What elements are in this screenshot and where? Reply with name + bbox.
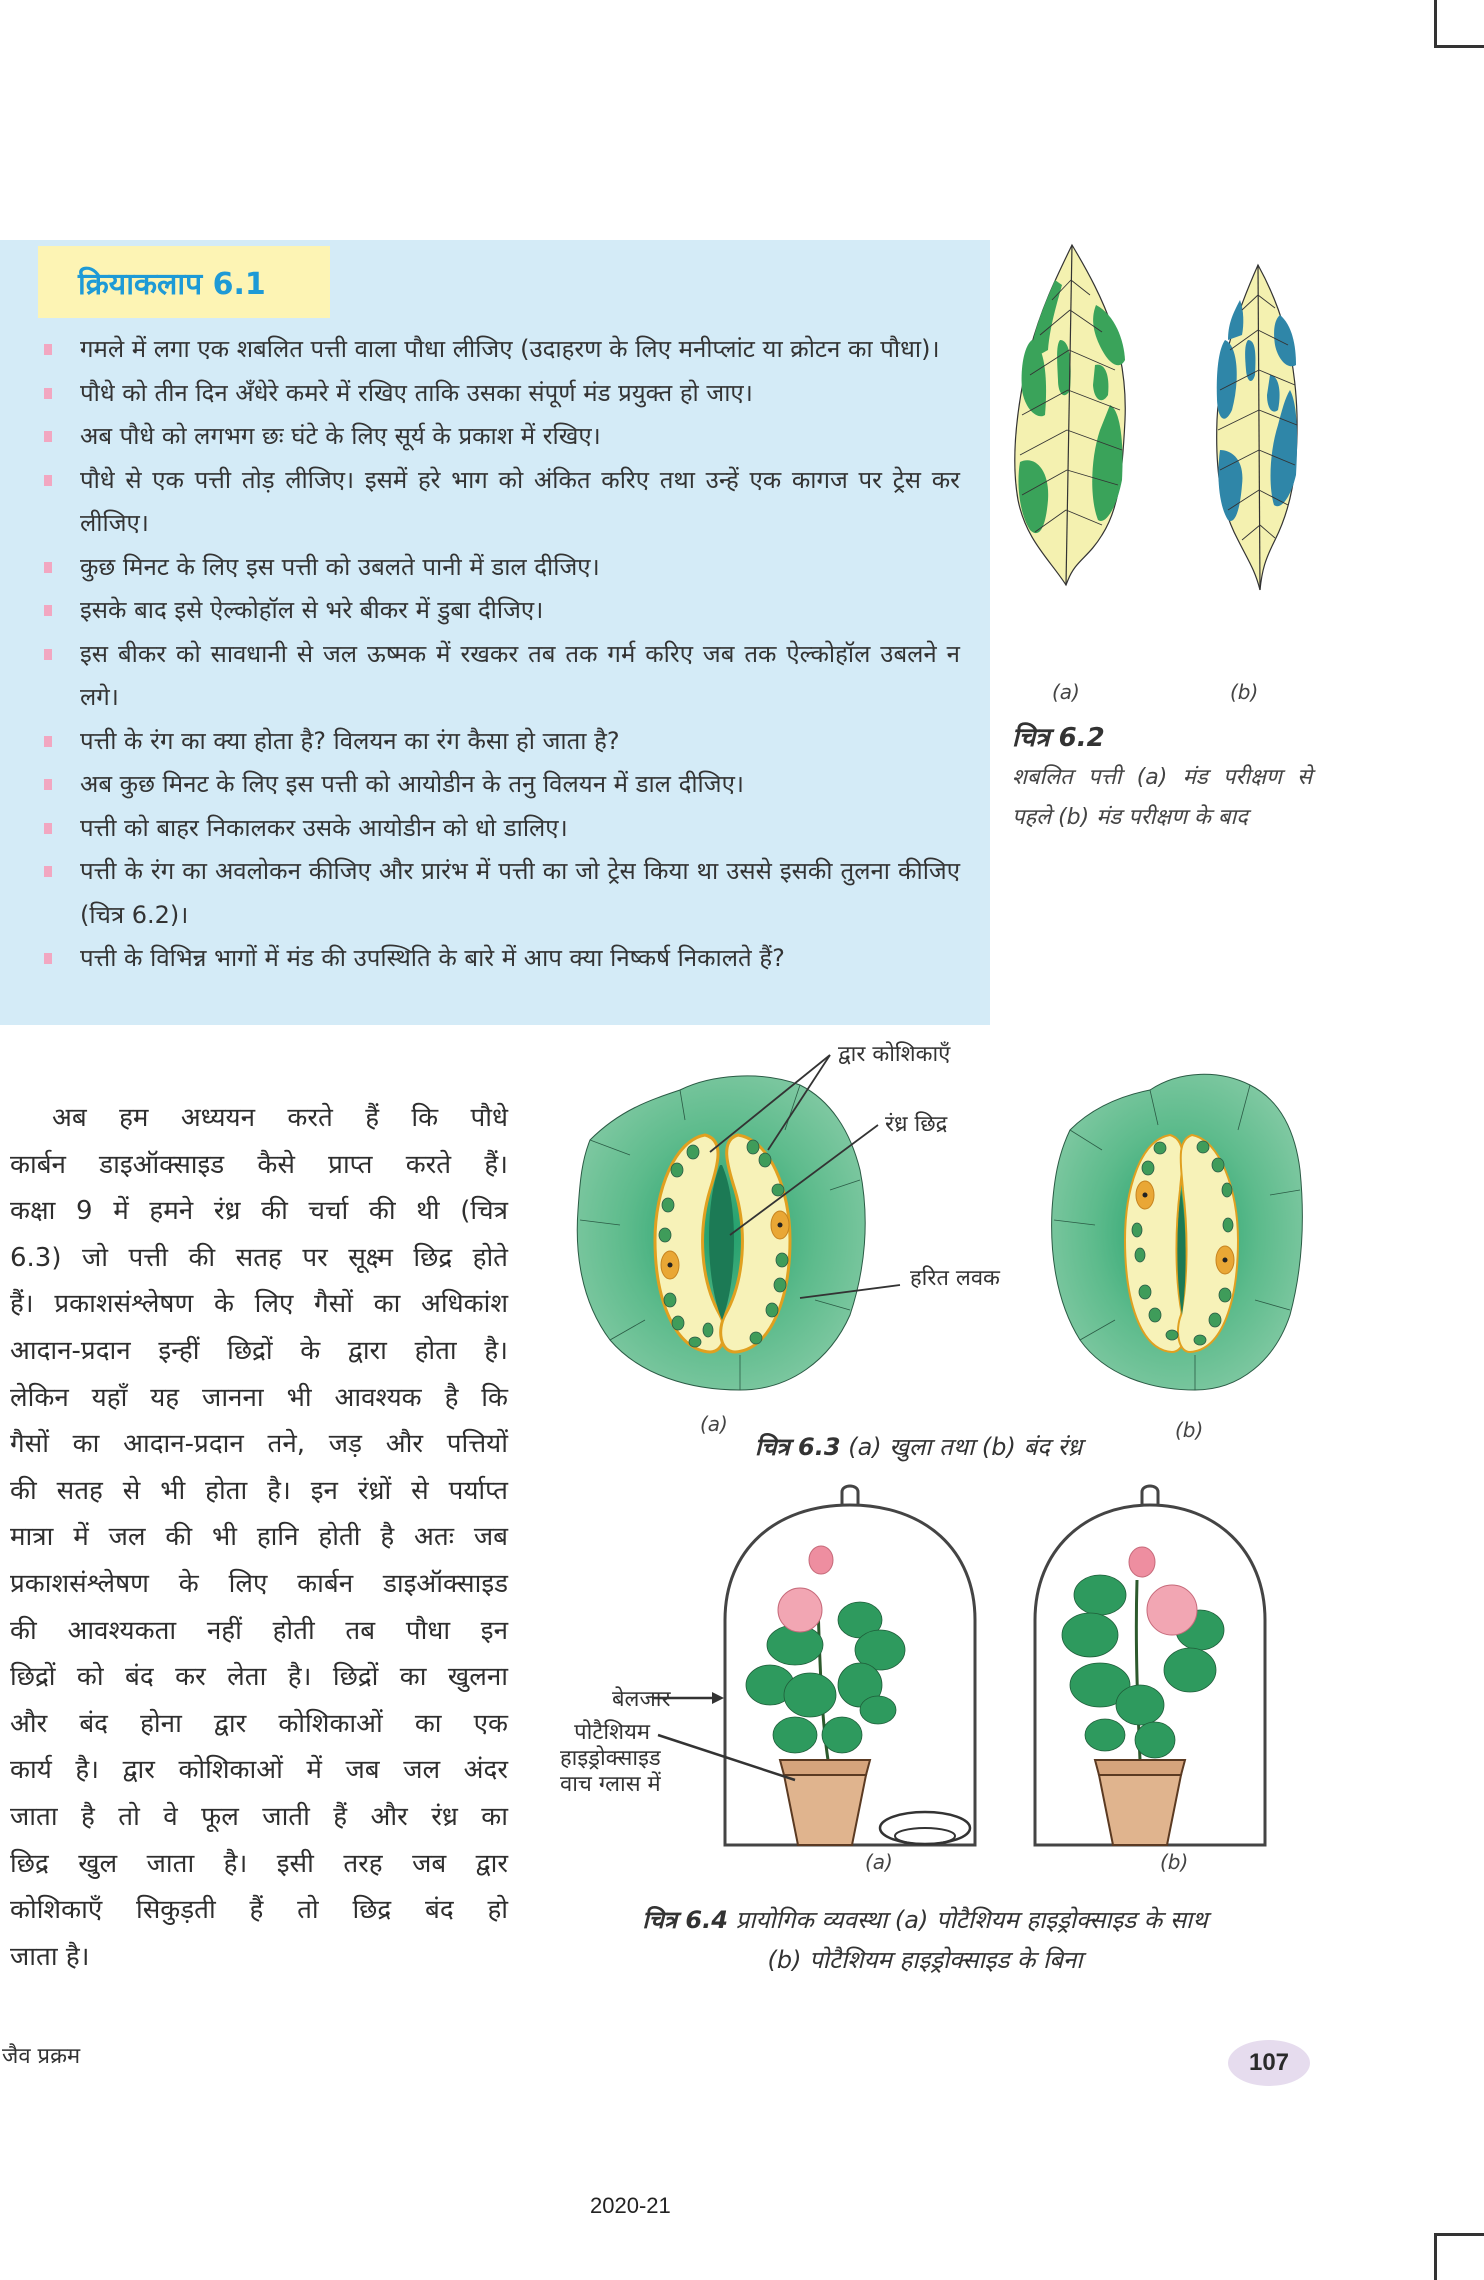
callout-bell-jar: बेलजार [612,1687,671,1712]
body-line: मात्रा में जल की भी हानि होती है अतः जब [10,1522,508,1553]
bell-jar-b-label: (b) [1160,1850,1189,1874]
callout-koh-line: हाइड्रोक्साइड [560,1746,661,1771]
body-line: की आवश्यकता नहीं होती तब पौधा इन [10,1615,508,1646]
stomata-illustration [560,1030,1320,1470]
chapter-name: जैव प्रक्रम [2,2044,81,2069]
callout-stomatal-pore: रंध्र छिद्र [885,1112,948,1137]
body-line: प्रकाशसंश्लेषण के लिए कार्बन डाइऑक्साइड [10,1568,508,1599]
activity-step: पत्ती के विभिन्न भागों में मंड की उपस्थिति के बारे में आप क्या निष्कर्ष निकालते हैं? [0,937,960,981]
activity-step: पौधे से एक पत्ती तोड़ लीजिए। इसमें हरे भाग को अंकित करिए तथा उन्हें एक कागज पर ट्रेस कर लीजिए। [0,459,960,546]
crop-mark-bottom [1434,2233,1484,2280]
activity-step: अब कुछ मिनट के लिए इस पत्ती को आयोडीन के तनु विलयन में डाल दीजिए। [0,763,960,807]
activity-step: गमले में लगा एक शबलित पत्ती वाला पौधा लीजिए (उदाहरण के लिए मनीप्लांट या क्रोटन का पौधा)। [0,328,960,372]
callout-koh [560,1720,661,1798]
bell-jar-a-label: (a) [865,1850,893,1874]
body-line: अब हम अध्ययन करते हैं कि पौधे [52,1103,508,1133]
body-line: आदान-प्रदान इन्हीं छिद्रों के द्वारा होता है। [10,1335,508,1366]
figure-6-3-caption [755,1430,1082,1463]
stoma-a-label: (a) [700,1412,728,1436]
body-line: कक्षा 9 में हमने रंध्र की चर्चा की थी (चित्र [10,1196,508,1227]
body-line: जाता है। [10,1941,90,1972]
body-line: गैसों का आदान-प्रदान तने, जड़ और पत्तियों [10,1429,508,1460]
edition-year: 2020-21 [590,2193,671,2218]
stoma-b-label: (b) [1175,1418,1204,1442]
leaf-b-icon [1217,265,1297,590]
activity-title: क्रियाकलाप 6.1 [78,266,266,302]
figure-6-4-title: चित्र 6.4 [642,1906,728,1934]
bell-jar-b-icon [1035,1486,1265,1845]
bell-jar-illustration [560,1470,1340,1890]
callout-chloroplast: हरित लवक [910,1266,1000,1291]
body-line: की सतह से भी होता है। इन रंध्रों से पर्याप्त [10,1475,508,1506]
open-stoma-icon [577,1055,900,1390]
body-line: हैं। प्रकाशसंश्लेषण के लिए गैसों का अधिकांश [10,1289,508,1320]
figure-6-2-title: चित्र 6.2 [1012,723,1105,753]
leaf-a-icon [1015,245,1125,585]
callout-guard-cells: द्वार कोशिकाएँ [838,1042,951,1067]
activity-box [0,240,990,1025]
body-line: लेकिन यहाँ यह जानना भी आवश्यक है कि [10,1382,508,1413]
activity-step: इस बीकर को सावधानी से जल ऊष्मक में रखकर तब तक गर्म करिए जब तक ऐल्कोहॉल उबलने न लगे। [0,633,960,720]
figure-6-3-title: चित्र 6.3 [755,1433,841,1461]
figure-6-3-text: (a) खुला तथा (b) बंद रंध्र [848,1433,1083,1461]
body-line: कोशिकाएँ सिकुड़ती हैं तो छिद्र बंद हो [10,1895,508,1926]
body-line: और बंद होना द्वार कोशिकाओं का एक [10,1708,508,1739]
body-line: जाता है तो वे फूल जाती हैं और रंध्र का [10,1801,508,1832]
activity-step: इसके बाद इसे ऐल्कोहॉल से भरे बीकर में डुबा दीजिए। [0,589,960,633]
body-line: 6.3) जो पत्ती की सतह पर सूक्ष्म छिद्र होते [10,1242,508,1273]
callout-koh-line: पोटैशियम [574,1720,650,1745]
figure-6-4-line2: (b) पोटैशियम हाइड्रोक्साइड के बिना [767,1946,1083,1974]
activity-step: पत्ती के रंग का क्या होता है? विलयन का रंग कैसा हो जाता है? [0,720,960,764]
activity-step: पत्ती को बाहर निकालकर उसके आयोडीन को धो डालिए। [0,807,960,851]
body-line: छिद्रों को बंद कर लेता है। छिद्रों का खुलना [10,1662,508,1693]
body-line: कार्य है। द्वार कोशिकाओं में जब जल अंदर [10,1755,508,1786]
figure-6-3 [560,1030,1320,1470]
leaf-b-label: (b) [1230,680,1259,704]
activity-steps [0,328,960,981]
figure-6-4-line1: प्रायोगिक व्यवस्था (a) पोटैशियम हाइड्रोक्साइड के साथ [735,1906,1208,1934]
activity-step: पौधे को तीन दिन अँधेरे कमरे में रखिए ताकि उसका संपूर्ण मंड प्रयुक्त हो जाए। [0,372,960,416]
callout-koh-line: वाच ग्लास में [560,1772,661,1797]
closed-stoma-icon [1052,1074,1303,1390]
figure-6-2-description: शबलित पत्ती (a) मंड परीक्षण से पहले (b) मंड परीक्षण के बाद [1012,765,1312,830]
body-paragraph [10,1095,508,1980]
body-line: छिद्र खुल जाता है। इसी तरह जब द्वार [10,1848,508,1879]
figure-6-4 [560,1470,1340,1890]
page-number-badge: 107 [1228,2040,1310,2086]
activity-step: अब पौधे को लगभग छः घंटे के लिए सूर्य के प्रकाश में रखिए। [0,415,960,459]
activity-step: कुछ मिनट के लिए इस पत्ती को उबलते पानी में डाल दीजिए। [0,546,960,590]
activity-title-box [38,246,330,318]
activity-step: पत्ती के रंग का अवलोकन कीजिए और प्रारंभ में पत्ती का जो ट्रेस किया था उससे इसकी तुलना कीजिए (चित्र 6.2)। [0,850,960,937]
crop-mark-top [1434,0,1484,48]
figure-6-4-caption [595,1900,1255,1980]
body-line: कार्बन डाइऑक्साइड कैसे प्राप्त करते हैं। [10,1149,508,1180]
bell-jar-a-icon [652,1486,975,1845]
leaf-a-label: (a) [1052,680,1080,704]
